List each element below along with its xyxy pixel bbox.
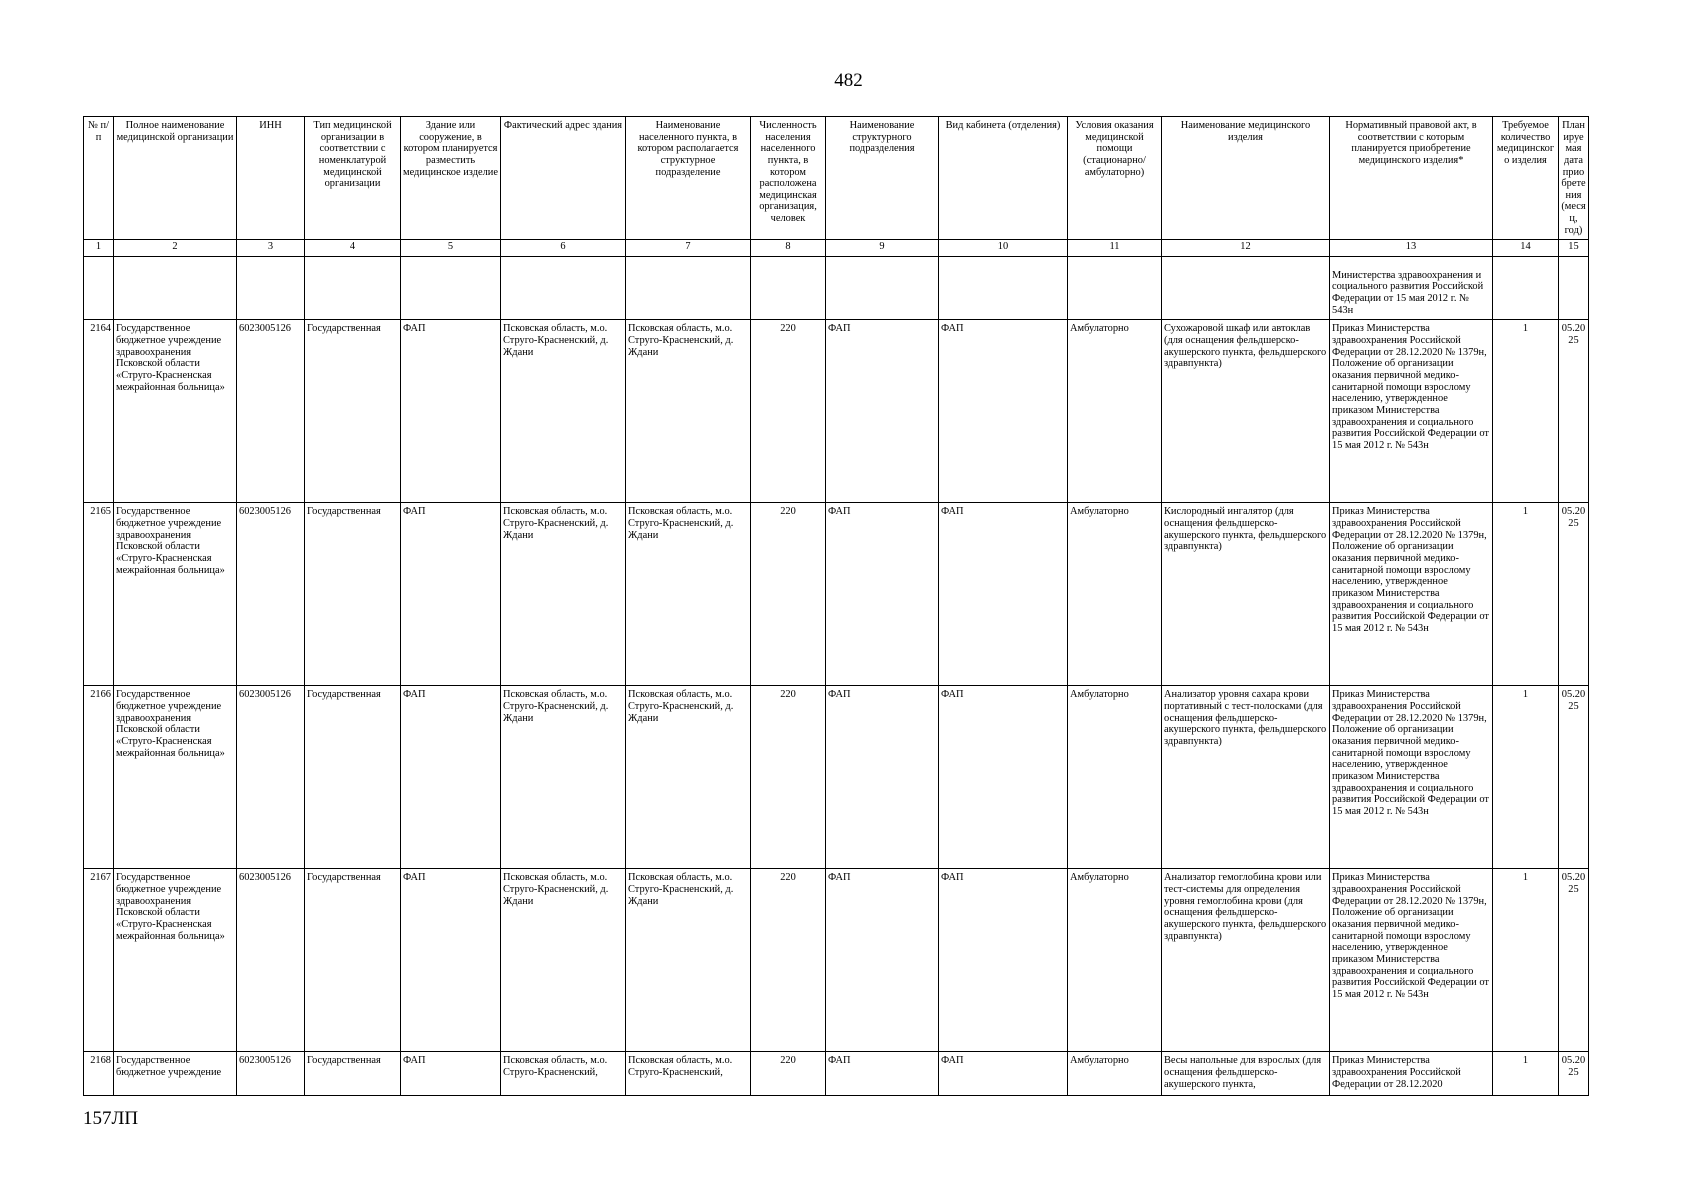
organization-name: Государственное бюджетное учреждение здравоохранения Псковской области «Струго-Красненская межрайонная больница» <box>114 686 237 869</box>
building: ФАП <box>401 869 501 1052</box>
settlement: Псковская область, м.о. Струго-Красненский, д. Ждани <box>626 503 751 686</box>
table-row <box>84 686 1589 869</box>
equipment-table <box>83 116 1589 1096</box>
organization-name: Государственное бюджетное учреждение здравоохранения Псковской области «Струго-Красненская межрайонная больница» <box>114 869 237 1052</box>
population: 220 <box>751 869 826 1052</box>
purchase-date: 05.2025 <box>1559 320 1589 503</box>
row-number: 2168 <box>84 1052 114 1096</box>
address: Псковская область, м.о. Струго-Красненский, д. Ждани <box>501 320 626 503</box>
care-conditions: Амбулаторно <box>1068 869 1162 1052</box>
device-name: Анализатор уровня сахара крови портативный с тест-полосками (для оснащения фельдшерско-акушерского пункта, фельдшерского здравпункта) <box>1162 686 1330 869</box>
population: 220 <box>751 503 826 686</box>
header-cell: Численность населения населенного пункта, в котором расположена медицинская организация, человек <box>751 117 826 240</box>
settlement: Псковская область, м.о. Струго-Красненский, д. Ждани <box>626 869 751 1052</box>
legal-act: Приказ Министерства здравоохранения Российской Федерации от 28.12.2020 № 1379н, Положение об организации оказания первичной медико-санитарной помощи взрослому населению, утвержденное приказом Министерства здравоохранения и социального развития Российской Федерации от 15 мая 2012 г. № 543н <box>1330 686 1493 869</box>
page-number: 482 <box>834 70 863 91</box>
cabinet-type: ФАП <box>939 503 1068 686</box>
column-number: 12 <box>1162 240 1330 257</box>
structural-unit: ФАП <box>826 1052 939 1096</box>
organization-name: Государственное бюджетное учреждение <box>114 1052 237 1096</box>
row-number: 2165 <box>84 503 114 686</box>
legal-act: Приказ Министерства здравоохранения Российской Федерации от 28.12.2020 № 1379н, Положение об организации оказания первичной медико-санитарной помощи взрослому населению, утвержденное приказом Министерства здравоохранения и социального развития Российской Федерации от 15 мая 2012 г. № 543н <box>1330 869 1493 1052</box>
row-number: 2166 <box>84 686 114 869</box>
organization-type: Государственная <box>305 503 401 686</box>
header-cell: Фактический адрес здания <box>501 117 626 240</box>
structural-unit: ФАП <box>826 320 939 503</box>
header-cell: Нормативный правовой акт, в соответствии с которым планируется приобретение медицинского изделия* <box>1330 117 1493 240</box>
inn: 6023005126 <box>237 869 305 1052</box>
column-number: 1 <box>84 240 114 257</box>
row-number: 2167 <box>84 869 114 1052</box>
quantity: 1 <box>1493 686 1559 869</box>
quantity: 1 <box>1493 869 1559 1052</box>
structural-unit: ФАП <box>826 869 939 1052</box>
column-number: 11 <box>1068 240 1162 257</box>
column-number: 14 <box>1493 240 1559 257</box>
column-number: 7 <box>626 240 751 257</box>
inn: 6023005126 <box>237 320 305 503</box>
structural-unit: ФАП <box>826 686 939 869</box>
continuation-act-text: Министерства здравоохранения и социального развития Российской Федерации от 15 мая 2012 г. № 543н <box>1330 257 1493 320</box>
purchase-date: 05.2025 <box>1559 503 1589 686</box>
organization-type: Государственная <box>305 869 401 1052</box>
building: ФАП <box>401 1052 501 1096</box>
quantity: 1 <box>1493 503 1559 686</box>
column-number: 4 <box>305 240 401 257</box>
table-row <box>84 1052 1589 1096</box>
inn: 6023005126 <box>237 503 305 686</box>
inn: 6023005126 <box>237 1052 305 1096</box>
column-number-row <box>84 240 1589 257</box>
header-cell: Наименование населенного пункта, в котором располагается структурное подразделение <box>626 117 751 240</box>
header-row <box>84 117 1589 240</box>
header-cell: Условия оказания медицинской помощи (стационарно/ амбулаторно) <box>1068 117 1162 240</box>
purchase-date: 05.2025 <box>1559 686 1589 869</box>
table-row <box>84 320 1589 503</box>
column-number: 8 <box>751 240 826 257</box>
care-conditions: Амбулаторно <box>1068 686 1162 869</box>
population: 220 <box>751 1052 826 1096</box>
structural-unit: ФАП <box>826 503 939 686</box>
legal-act: Приказ Министерства здравоохранения Российской Федерации от 28.12.2020 № 1379н, Положение об организации оказания первичной медико-санитарной помощи взрослому населению, утвержденное приказом Министерства здравоохранения и социального развития Российской Федерации от 15 мая 2012 г. № 543н <box>1330 320 1493 503</box>
header-cell: Планируемая дата приобретения (месяц, год) <box>1559 117 1589 240</box>
cabinet-type: ФАП <box>939 320 1068 503</box>
device-name: Анализатор гемоглобина крови или тест-системы для определения уровня гемоглобина крови (для оснащения фельдшерско-акушерского пункта, фельдшерского здравпункта) <box>1162 869 1330 1052</box>
header-cell: Наименование медицинского изделия <box>1162 117 1330 240</box>
header-cell: Требуемое количество медицинского изделия <box>1493 117 1559 240</box>
settlement: Псковская область, м.о. Струго-Красненский, <box>626 1052 751 1096</box>
care-conditions: Амбулаторно <box>1068 320 1162 503</box>
header-cell: ИНН <box>237 117 305 240</box>
header-cell: Тип медицинской организации в соответствии с номенклатурой медицинской организации <box>305 117 401 240</box>
population: 220 <box>751 686 826 869</box>
organization-name: Государственное бюджетное учреждение здравоохранения Псковской области «Струго-Красненская межрайонная больница» <box>114 320 237 503</box>
column-number: 3 <box>237 240 305 257</box>
building: ФАП <box>401 686 501 869</box>
table-row <box>84 869 1589 1052</box>
address: Псковская область, м.о. Струго-Красненский, <box>501 1052 626 1096</box>
column-number: 15 <box>1559 240 1589 257</box>
header-cell: Здание или сооружение, в котором планируется разместить медицинское изделие <box>401 117 501 240</box>
legal-act: Приказ Министерства здравоохранения Российской Федерации от 28.12.2020 <box>1330 1052 1493 1096</box>
column-number: 10 <box>939 240 1068 257</box>
organization-type: Государственная <box>305 1052 401 1096</box>
cabinet-type: ФАП <box>939 1052 1068 1096</box>
row-number: 2164 <box>84 320 114 503</box>
continuation-row <box>84 257 1589 320</box>
device-name: Кислородный ингалятор (для оснащения фельдшерско-акушерского пункта, фельдшерского здравпункта) <box>1162 503 1330 686</box>
device-name: Весы напольные для взрослых (для оснащения фельдшерско-акушерского пункта, <box>1162 1052 1330 1096</box>
address: Псковская область, м.о. Струго-Красненский, д. Ждани <box>501 503 626 686</box>
column-number: 13 <box>1330 240 1493 257</box>
population: 220 <box>751 320 826 503</box>
table-row <box>84 503 1589 686</box>
column-number: 6 <box>501 240 626 257</box>
building: ФАП <box>401 320 501 503</box>
column-number: 9 <box>826 240 939 257</box>
organization-type: Государственная <box>305 686 401 869</box>
quantity: 1 <box>1493 1052 1559 1096</box>
settlement: Псковская область, м.о. Струго-Красненский, д. Ждани <box>626 320 751 503</box>
building: ФАП <box>401 503 501 686</box>
purchase-date: 05.2025 <box>1559 1052 1589 1096</box>
column-number: 5 <box>401 240 501 257</box>
address: Псковская область, м.о. Струго-Красненский, д. Ждани <box>501 869 626 1052</box>
address: Псковская область, м.о. Струго-Красненский, д. Ждани <box>501 686 626 869</box>
header-cell: № п/п <box>84 117 114 240</box>
equipment-table-wrapper <box>83 116 1586 1102</box>
care-conditions: Амбулаторно <box>1068 1052 1162 1096</box>
quantity: 1 <box>1493 320 1559 503</box>
inn: 6023005126 <box>237 686 305 869</box>
organization-type: Государственная <box>305 320 401 503</box>
device-name: Сухожаровой шкаф или автоклав (для оснащения фельдшерско-акушерского пункта, фельдшерского здравпункта) <box>1162 320 1330 503</box>
header-cell: Вид кабинета (отделения) <box>939 117 1068 240</box>
cabinet-type: ФАП <box>939 869 1068 1052</box>
cabinet-type: ФАП <box>939 686 1068 869</box>
column-number: 2 <box>114 240 237 257</box>
settlement: Псковская область, м.о. Струго-Красненский, д. Ждани <box>626 686 751 869</box>
care-conditions: Амбулаторно <box>1068 503 1162 686</box>
header-cell: Полное наименование медицинской организации <box>114 117 237 240</box>
organization-name: Государственное бюджетное учреждение здравоохранения Псковской области «Струго-Красненская межрайонная больница» <box>114 503 237 686</box>
header-cell: Наименование структурного подразделения <box>826 117 939 240</box>
legal-act: Приказ Министерства здравоохранения Российской Федерации от 28.12.2020 № 1379н, Положение об организации оказания первичной медико-санитарной помощи взрослому населению, утвержденное приказом Министерства здравоохранения и социального развития Российской Федерации от 15 мая 2012 г. № 543н <box>1330 503 1493 686</box>
document-code: 157ЛП <box>83 1108 139 1129</box>
purchase-date: 05.2025 <box>1559 869 1589 1052</box>
